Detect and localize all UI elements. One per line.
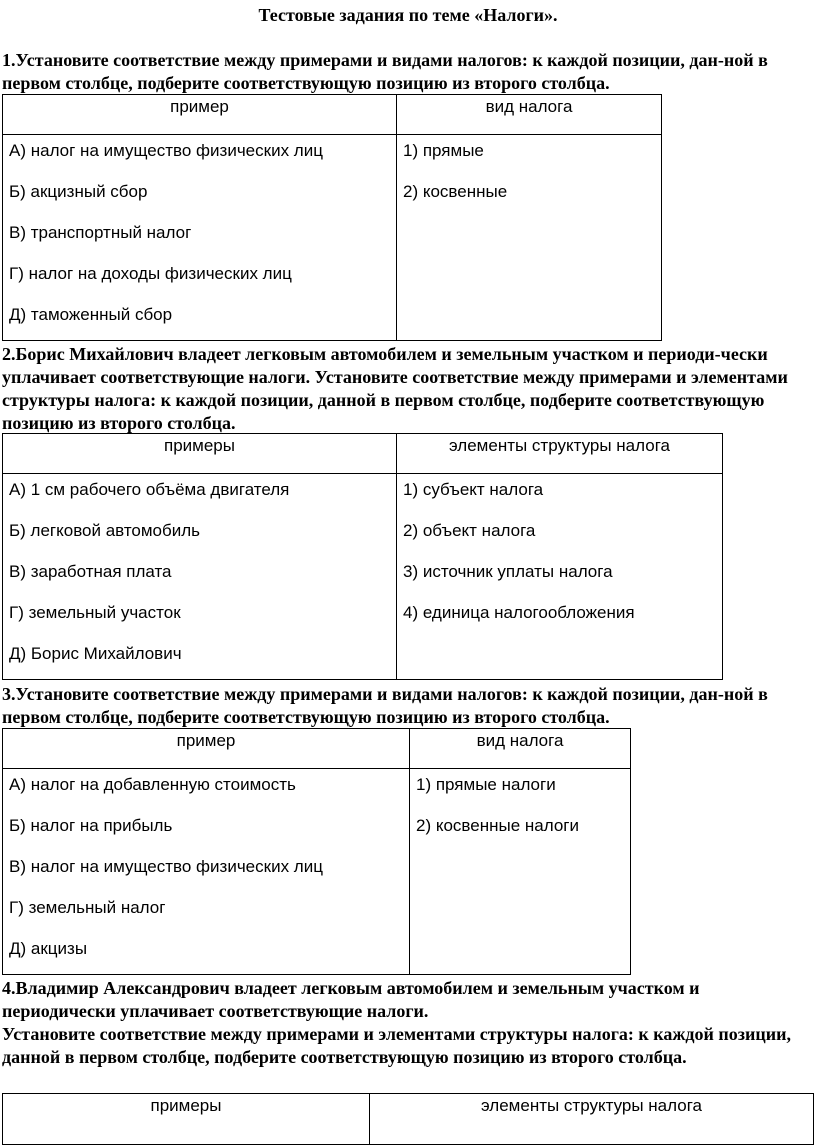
list-item: Б) акцизный сбор [9, 182, 148, 201]
task-3-text: 3.Установите соответствие между примерами и видами налогов: к каждой позиции, дан-ной в первом столбце, подберите соответствующую позицию из второго столбца. [2, 684, 768, 727]
task-1-col2-header: вид налога [397, 95, 662, 135]
list-item: А) налог на имущество физических лиц [9, 141, 323, 160]
list-item: Г) земельный участок [9, 603, 181, 622]
list-item: В) налог на имущество физических лиц [9, 857, 323, 876]
task-1-table [2, 94, 662, 341]
list-item: Д) Борис Михайлович [9, 644, 182, 663]
task-3-col1-header: пример [3, 729, 410, 769]
task-1-text: 1.Установите соответствие между примерами и видами налогов: к каждой позиции, дан-ной в первом столбце, подберите соответствующую позицию из второго столбца. [2, 50, 768, 93]
list-item: Д) таможенный сбор [9, 305, 173, 324]
list-item: Б) легковой автомобиль [9, 521, 201, 540]
task-3-col1 [3, 769, 410, 975]
list-item: 2) косвенные налоги [416, 816, 579, 835]
task-4-text [2, 977, 814, 1069]
list-item: 4) единица налогообложения [403, 603, 635, 622]
task-4-text-line1: 4.Владимир Александрович владеет легковым автомобилем и земельным участком и периодически уплачивает соответствующие налоги. [2, 978, 700, 1021]
list-item: 2) объект налога [403, 521, 536, 540]
list-item: 1) субъект налога [403, 480, 544, 499]
task-2-text: 2.Борис Михайлович владеет легковым автомобилем и земельным участком и периоди-чески уплачивает соответствующие налоги. Установите соответствие между примерами и элементами структуры налога: к каждой позиции, данной в первом столбце, подберите соответствующую позицию из второго столбца. [2, 344, 788, 433]
list-item: В) заработная плата [9, 562, 172, 581]
task-2-col2 [397, 474, 723, 680]
list-item: 2) косвенные [403, 182, 508, 201]
task-4-col1-header: примеры [3, 1094, 370, 1145]
list-item: В) транспортный налог [9, 223, 192, 242]
task-4-table [2, 1093, 814, 1145]
list-item: 3) источник уплаты налога [403, 562, 613, 581]
task-3-col2-header: вид налога [410, 729, 631, 769]
task-4-col2-header: элементы структуры налога [370, 1094, 814, 1145]
task-4-text-line2: Установите соответствие между примерами и элементами структуры налога: к каждой позиции, данной в первом столбце, подберите соответствующую позицию из второго столбца. [2, 1024, 791, 1067]
task-1-col1 [3, 135, 397, 341]
task-1-col2 [397, 135, 662, 341]
task-2-col2-header: элементы структуры налога [397, 434, 723, 474]
task-1-col1-header: пример [3, 95, 397, 135]
list-item: 1) прямые [403, 141, 484, 160]
list-item: Г) земельный налог [9, 898, 166, 917]
task-2-table [2, 433, 723, 680]
list-item: А) 1 см рабочего объёма двигателя [9, 480, 290, 499]
list-item: А) налог на добавленную стоимость [9, 775, 296, 794]
task-3-table [2, 728, 631, 975]
list-item: Б) налог на прибыль [9, 816, 173, 835]
task-3-col2 [410, 769, 631, 975]
task-2-col1 [3, 474, 397, 680]
task-2-col1-header: примеры [3, 434, 397, 474]
list-item: 1) прямые налоги [416, 775, 556, 794]
list-item: Д) акцизы [9, 939, 88, 958]
list-item: Г) налог на доходы физических лиц [9, 264, 292, 283]
page-title: Тестовые задания по теме «Налоги». [258, 5, 558, 25]
